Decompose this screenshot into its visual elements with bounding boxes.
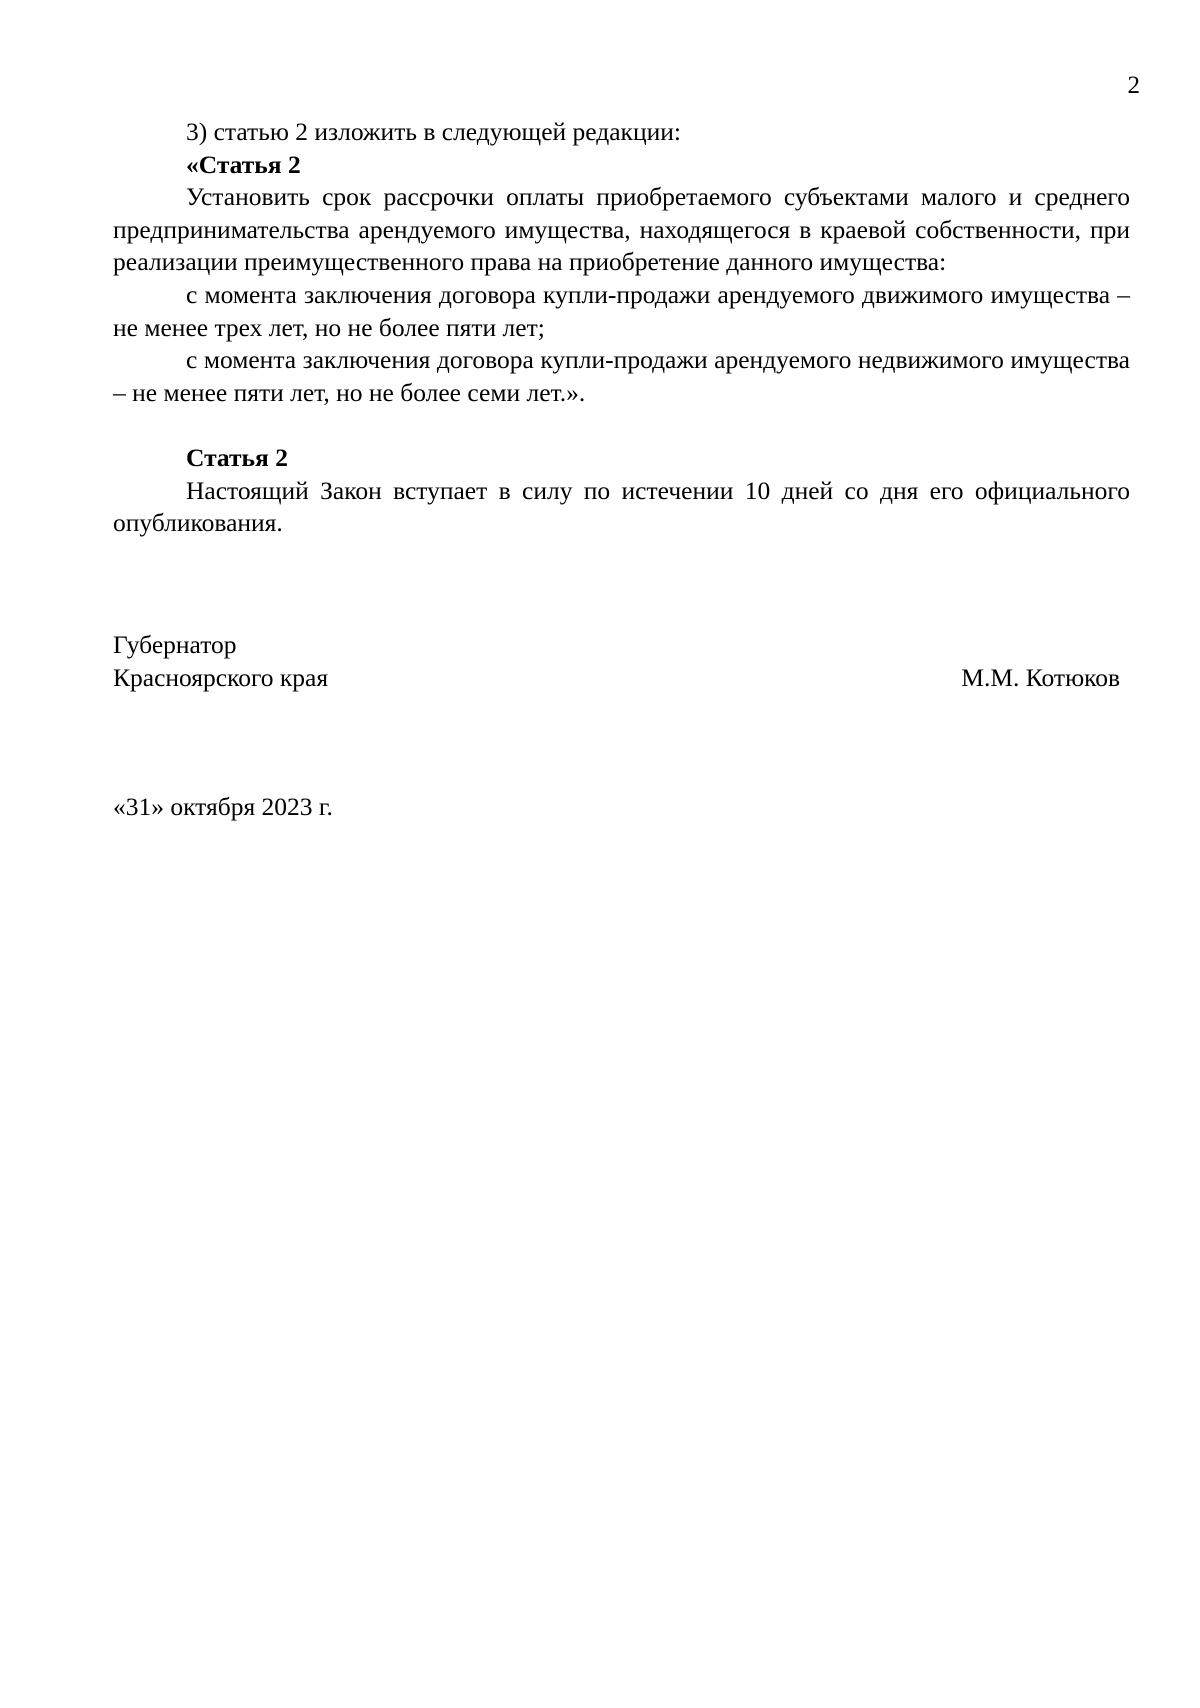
signatory-title-line-1: Губернатор <box>113 630 237 659</box>
amendment-item: 3) статью 2 изложить в следующей редакции: <box>186 117 681 146</box>
amended-article-paragraph-1: Установить срок рассрочки оплаты приобретаемого субъектами малого и среднего предпринимательства арендуемого имущества, находящегося в краевой собственности, при реализации преимущественного права на приобретение данного имущества: <box>113 182 1130 277</box>
article-2-heading: Статья 2 <box>186 442 288 472</box>
article-2-text: Настоящий Закон вступает в силу по истечении 10 дней со дня его официального опубликования. <box>113 475 1130 538</box>
signatory-title-line-2: Красноярского края <box>113 663 329 692</box>
document-body <box>113 116 1130 540</box>
signatory-name: М.М. Котюков <box>961 663 1120 692</box>
amended-article-heading: «Статья 2 <box>186 149 301 179</box>
amended-article-paragraph-2: с момента заключения договора купли-продажи арендуемого движимого имущества – не менее трех лет, но не более пяти лет; <box>113 279 1130 342</box>
amended-article-paragraph-3: с момента заключения договора купли-продажи арендуемого недвижимого имущества – не менее пяти лет, но не более семи лет.». <box>113 345 1130 407</box>
signing-date: «31» октября 2023 г. <box>113 792 333 821</box>
signature-block <box>113 628 1130 694</box>
page-number: 2 <box>1127 72 1140 99</box>
signature-row <box>113 661 1130 694</box>
